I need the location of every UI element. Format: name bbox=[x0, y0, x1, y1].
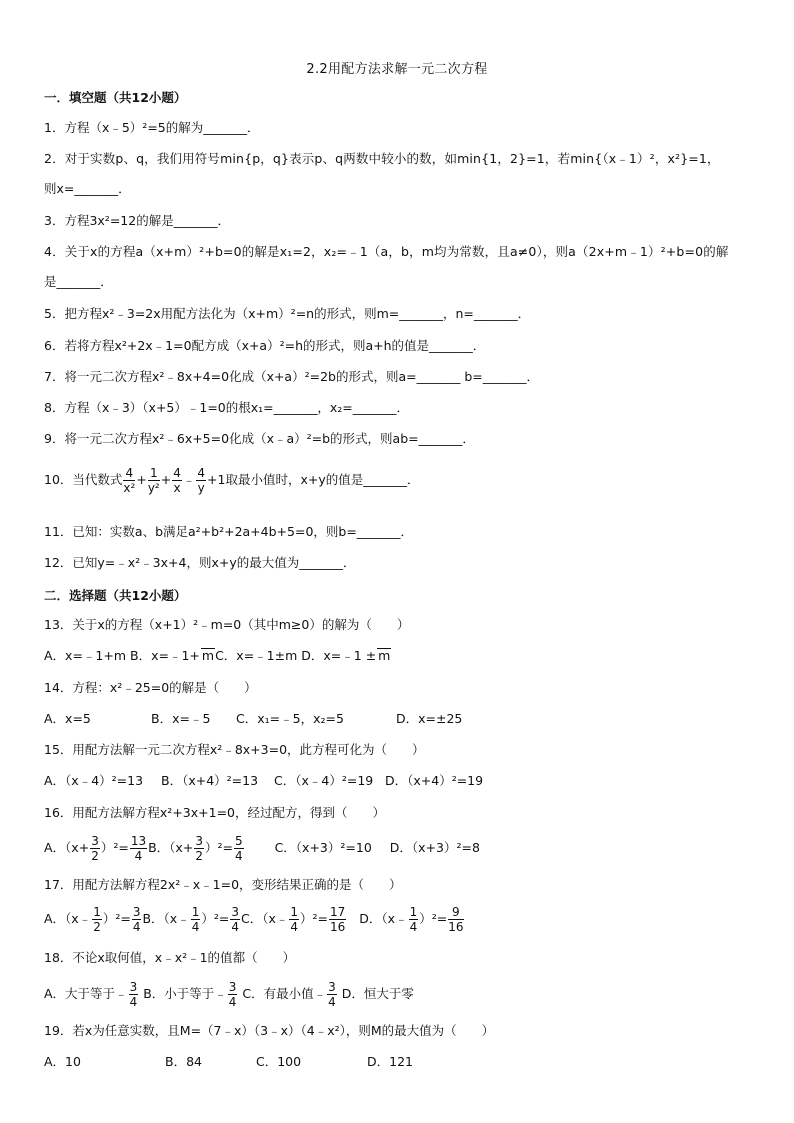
q14-option-c: C．x₁=﹣5，x₂=5 bbox=[236, 711, 344, 726]
question-6: 6．若将方程x²+2x﹣1=0配方成（x+a）²=h的形式，则a+h的值是_______． bbox=[44, 338, 486, 353]
q16-option-c: C．（x+3）²=10 bbox=[274, 840, 372, 855]
question-13-options bbox=[44, 648, 391, 664]
question-1: 1．方程（x﹣5）²=5的解为_______． bbox=[44, 120, 260, 135]
q10-prefix: 10．当代数式 bbox=[44, 472, 123, 487]
q17-option-d: D．（x﹣ $\frac{1}{4}$ ）²= $\frac{9}{16}$ bbox=[359, 905, 464, 934]
q14-option-b: B．x=﹣5 bbox=[151, 711, 211, 726]
question-17: 17．用配方法解方程2x²﹣x﹣1=0，变形结果正确的是（ ） bbox=[44, 877, 402, 892]
question-11: 11．已知：实数a、b满足a²+b²+2a+4b+5=0，则b=_______． bbox=[44, 524, 414, 539]
q10-fraction-1: $\frac{4}{\text{x²}}$ bbox=[123, 466, 136, 495]
q10-fraction-3: $\frac{4}{x}$ bbox=[173, 466, 181, 495]
q18-option-a: A．大于等于﹣ $\frac{3}{4}$ bbox=[44, 980, 138, 1009]
question-18-options bbox=[44, 980, 414, 1009]
q13-option-c: C．x=﹣1±m bbox=[215, 648, 298, 663]
question-18: 18．不论x取何值，x﹣x²﹣1的值都（ ） bbox=[44, 950, 296, 965]
q15-option-c: C．（x﹣4）²=19 bbox=[274, 773, 374, 788]
q14-option-d: D．x=±25 bbox=[396, 711, 463, 726]
question-7: 7．将一元二次方程x²﹣8x+4=0化成（x+a）²=2b的形式，则a=_______ b=_______． bbox=[44, 369, 539, 384]
q19-option-b: B．84 bbox=[165, 1054, 202, 1069]
question-9: 9．将一元二次方程x²﹣6x+5=0化成（x﹣a）²=b的形式，则ab=_______． bbox=[44, 431, 475, 446]
q10-op-3: ﹣ bbox=[182, 472, 196, 487]
question-4-line-1: 4．关于x的方程a（x+m）²+b=0的解是x₁=2，x₂=﹣1（a，b，m均为常数，且a≠0），则a（2x+m﹣1）²+b=0的解 bbox=[44, 244, 729, 259]
q17-option-c: C．（x﹣ $\frac{1}{4}$ ）²= $\frac{17}{16}$ bbox=[241, 905, 346, 934]
q15-option-a: A．（x﹣4）²=13 bbox=[44, 773, 144, 788]
q10-op-2: + bbox=[160, 472, 172, 487]
q13-option-d: D．x=﹣1 ± m bbox=[301, 648, 391, 663]
section-heading-multiple-choice: 二．选择题（共12小题） bbox=[44, 588, 187, 603]
q19-option-d: D．121 bbox=[367, 1054, 413, 1069]
question-2-line-2: 则x=_______． bbox=[44, 181, 131, 196]
question-14: 14．方程：x²﹣25=0的解是（ ） bbox=[44, 680, 257, 695]
question-2-line-1: 2．对于实数p、q，我们用符号min{p，q}表示p、q两数中较小的数，如min{1，2}=1，若min{（x﹣1）²，x²}=1， bbox=[44, 151, 720, 166]
question-3: 3．方程3x²=12的解是_______． bbox=[44, 213, 230, 228]
q16-option-d: D．（x+3）²=8 bbox=[389, 840, 480, 855]
question-12: 12．已知y=﹣x²﹣3x+4，则x+y的最大值为_______． bbox=[44, 555, 356, 570]
q14-option-a: A．x=5 bbox=[44, 711, 91, 726]
section-heading-fill-in: 一．填空题（共12小题） bbox=[44, 90, 187, 105]
q13-option-b: B．x=﹣1+ m bbox=[130, 648, 215, 663]
page-title: 2.2用配方法求解一元二次方程 bbox=[306, 62, 488, 77]
question-16-options bbox=[44, 834, 480, 863]
question-17-options bbox=[44, 905, 465, 934]
q16-option-a: A．（x+ $\frac{3}{2}$ ）²= $\frac{13}{4}$ bbox=[44, 834, 147, 863]
q15-option-d: D．（x+4）²=19 bbox=[385, 773, 484, 788]
q10-op-1: + bbox=[136, 472, 147, 487]
question-15: 15．用配方法解一元二次方程x²﹣8x+3=0，此方程可化为（ ） bbox=[44, 742, 425, 757]
question-16: 16．用配方法解方程x²+3x+1=0，经过配方，得到（ ） bbox=[44, 805, 385, 820]
q17-option-a: A．（x﹣ $\frac{1}{2}$ ）²= $\frac{3}{4}$ bbox=[44, 905, 141, 934]
q13-option-a: A．x=﹣1+m bbox=[44, 648, 127, 663]
question-8: 8．方程（x﹣3）（x+5）﹣1=0的根x₁=_______，x₂=_______． bbox=[44, 400, 410, 415]
question-13: 13．关于x的方程（x+1）²﹣m=0（其中m≥0）的解为（ ） bbox=[44, 617, 410, 632]
question-4-line-2: 是_______． bbox=[44, 274, 113, 289]
q15-option-b: B．（x+4）²=13 bbox=[161, 773, 259, 788]
question-5: 5．把方程x²﹣3=2x用配方法化为（x+m）²=n的形式，则m=_______，n=_______． bbox=[44, 306, 531, 321]
question-10 bbox=[44, 466, 419, 495]
question-19: 19．若x为任意实数，且M=（7﹣x）（3﹣x）（4﹣x²），则M的最大值为（ ） bbox=[44, 1023, 495, 1038]
q10-fraction-2: $\frac{1}{\text{y²}}$ bbox=[147, 466, 160, 495]
q19-option-a: A．10 bbox=[44, 1054, 81, 1069]
q18-option-b: B．小于等于﹣ $\frac{3}{4}$ bbox=[143, 980, 237, 1009]
q18-option-d: D．恒大于零 bbox=[341, 986, 414, 1001]
q17-option-b: B．（x﹣ $\frac{1}{4}$ ）²= $\frac{3}{4}$ bbox=[142, 905, 239, 934]
q10-suffix: +1取最小值时，x+y的值是_______． bbox=[207, 472, 420, 487]
q19-option-c: C．100 bbox=[256, 1054, 302, 1069]
q16-option-b: B．（x+ $\frac{3}{2}$ ）²= $\frac{5}{4}$ bbox=[148, 834, 243, 863]
q18-option-c: C．有最小值﹣ $\frac{3}{4}$ bbox=[242, 980, 336, 1009]
q10-fraction-4: $\frac{4}{y}$ bbox=[197, 466, 206, 495]
